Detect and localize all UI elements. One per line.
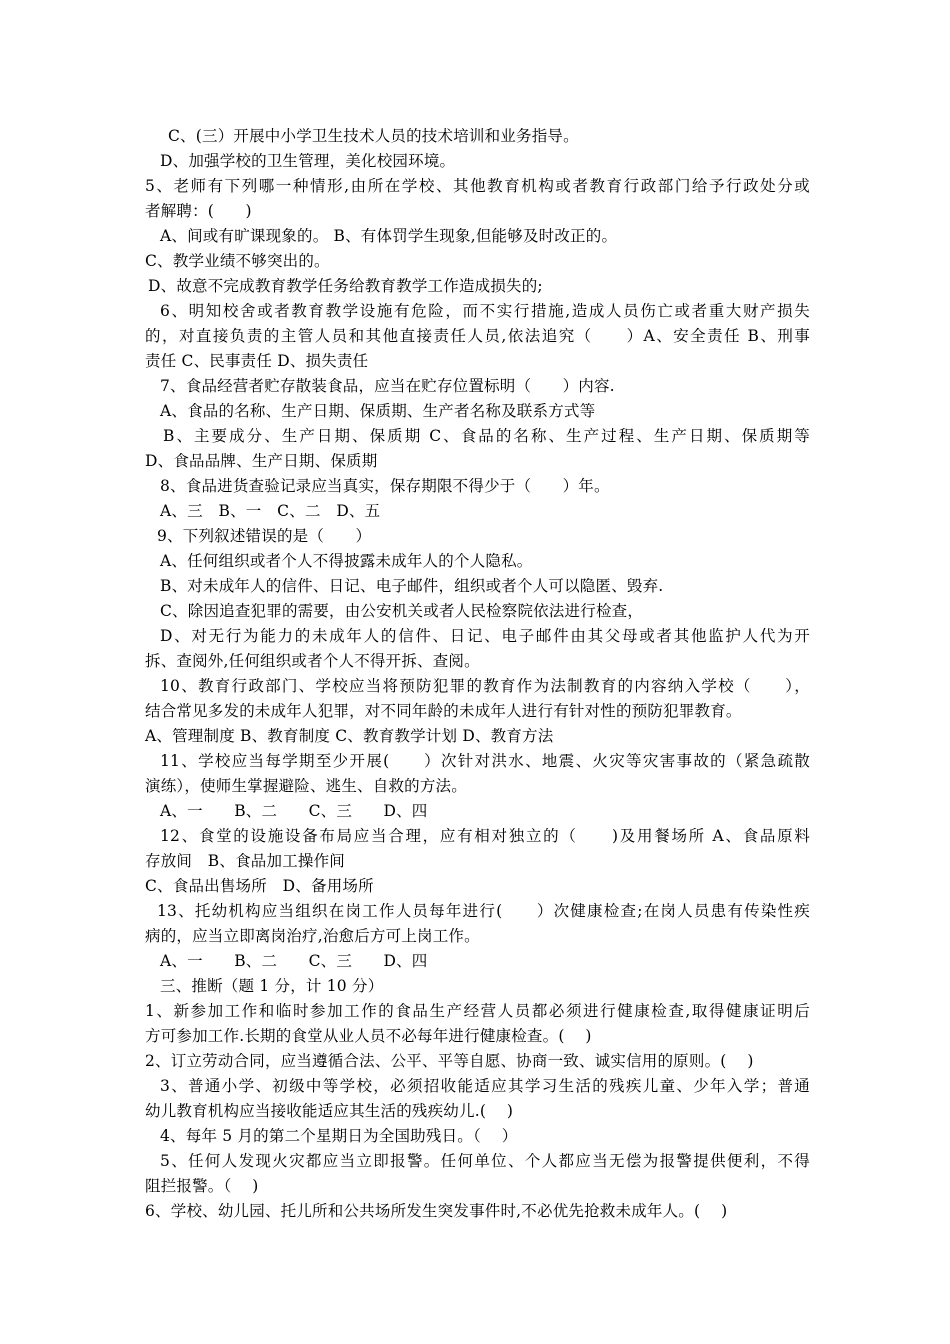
text-line: 拆、查阅外,任何组织或者个人不得开拆、查阅。 — [145, 652, 480, 670]
text-line: C、食品出售场所 D、备用场所 — [145, 877, 374, 895]
text-line: A、食品的名称、生产日期、保质期、生产者名称及联系方式等 — [160, 402, 596, 420]
text-line: 6、学校、幼儿园、托儿所和公共场所发生突发事件时,不必优先抢救未成年人。( ) — [145, 1202, 728, 1220]
text-line: 者解聘：( ) — [145, 202, 252, 220]
text-line: 5、任何人发现火灾都应当立即报警。任何单位、个人都应当无偿为报警提供便利，不得 — [160, 1152, 810, 1170]
text-line: A、一 B、二 C、三 D、四 — [160, 952, 428, 970]
text-line: A、间或有旷课现象的。 B、有体罚学生现象,但能够及时改正的。 — [160, 227, 618, 245]
text-line: 演练），使师生掌握避险、逃生、自救的方法。 — [145, 777, 467, 795]
text-line: C、(三）开展中小学卫生技术人员的技术培训和业务指导。 — [168, 127, 579, 145]
text-line: D、食品品牌、生产日期、保质期 — [145, 452, 378, 470]
text-line: D、加强学校的卫生管理，美化校园环境。 — [160, 152, 456, 170]
text-line: 7、食品经营者贮存散装食品，应当在贮存位置标明（ ）内容. — [160, 377, 615, 395]
text-line: 责任 C、民事责任 D、损失责任 — [145, 352, 369, 370]
text-line: 1、新参加工作和临时参加工作的食品生产经营人员都必须进行健康检查,取得健康证明后 — [145, 1002, 810, 1020]
text-line: 存放间 B、食品加工操作间 — [145, 852, 345, 870]
text-line: D、对无行为能力的未成年人的信件、日记、电子邮件由其父母或者其他监护人代为开 — [160, 627, 810, 645]
text-line: 幼儿教育机构应当接收能适应其生活的残疾幼儿.( ) — [145, 1102, 514, 1120]
text-line: B、主要成分、生产日期、保质期 C、食品的名称、生产过程、生产日期、保质期等 — [163, 427, 810, 445]
text-line: D、故意不完成教育教学任务给教育教学工作造成损失的; — [148, 277, 543, 295]
text-line: 阻拦报警。（ ) — [145, 1177, 259, 1195]
text-line: A、一 B、二 C、三 D、四 — [160, 802, 428, 820]
text-line: 9、下列叙述错误的是（ ） — [157, 527, 372, 545]
text-line: A、管理制度 B、教育制度 C、教育教学计划 D、教育方法 — [145, 727, 554, 745]
text-line: C、除因追查犯罪的需要，由公安机关或者人民检察院依法进行检查， — [160, 602, 644, 620]
text-line: 11、学校应当每学期至少开展( ）次针对洪水、地震、火灾等灾害事故的（紧急疏散 — [160, 752, 810, 770]
text-line: 病的，应当立即离岗治疗,治愈后方可上岗工作。 — [145, 927, 480, 945]
text-line: 13、托幼机构应当组织在岗工作人员每年进行( ）次健康检查;在岗人员患有传染性疾 — [157, 902, 810, 920]
text-line: B、对未成年人的信件、日记、电子邮件，组织或者个人可以隐匿、毁弃. — [160, 577, 664, 595]
text-line: 的，对直接负责的主管人员和其他直接责任人员,依法追究（ ）A、安全责任 B、刑事 — [145, 327, 810, 345]
text-line: 方可参加工作.长期的食堂从业人员不必每年进行健康检查。( ) — [145, 1027, 592, 1045]
text-line: 5、老师有下列哪一种情形,由所在学校、其他教育机构或者教育行政部门给予行政处分或 — [145, 177, 810, 195]
text-line: 结合常见多发的未成年人犯罪，对不同年龄的未成年人进行有针对性的预防犯罪教育。 — [145, 702, 742, 720]
text-line: A、任何组织或者个人不得披露未成年人的个人隐私。 — [160, 552, 533, 570]
text-line: 12、食堂的设施设备布局应当合理，应有相对独立的（ )及用餐场所 A、食品原料 — [160, 827, 810, 845]
text-line: 8、食品进货查验记录应当真实，保存期限不得少于（ ）年。 — [160, 477, 610, 495]
text-line: 2、订立劳动合同，应当遵循合法、公平、平等自愿、协商一致、诚实信用的原则。( ) — [145, 1052, 754, 1070]
text-line: 4、每年 5 月的第二个星期日为全国助残日。（ ） — [160, 1127, 518, 1145]
text-line: C、教学业绩不够突出的。 — [145, 252, 330, 270]
text-line: 3、普通小学、初级中等学校，必须招收能适应其学习生活的残疾儿童、少年入学；普通 — [160, 1077, 810, 1095]
section-heading: 三、推断（题 1 分，计 10 分） — [160, 977, 384, 995]
text-line: A、三 B、一 C、二 D、五 — [160, 502, 381, 520]
text-line: 6、明知校舍或者教育教学设施有危险，而不实行措施,造成人员伤亡或者重大财产损失 — [160, 302, 810, 320]
text-line: 10、教育行政部门、学校应当将预防犯罪的教育作为法制教育的内容纳入学校（ ）， — [160, 677, 810, 695]
